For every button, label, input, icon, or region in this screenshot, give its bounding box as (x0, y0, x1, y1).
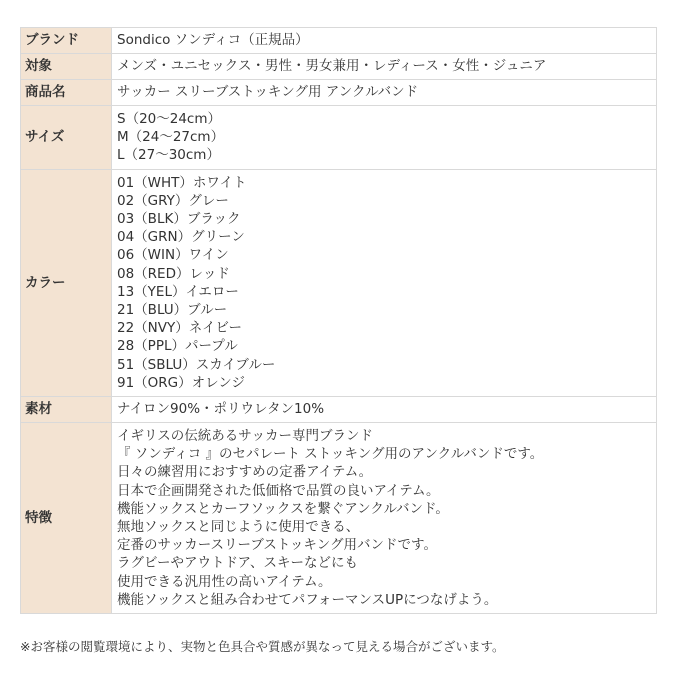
spec-label-color: カラー (21, 169, 112, 396)
spec-label-target: 対象 (21, 54, 112, 80)
feature-line: 日々の練習用におすすめの定番アイテム。 (117, 464, 373, 481)
color-option: 21（BLU）ブルー (117, 302, 228, 319)
spec-row-color (21, 169, 657, 396)
color-option: 51（SBLU）スカイブルー (117, 356, 276, 373)
feature-line: 定番のサッカースリーブストッキング用バンドです。 (117, 537, 437, 554)
color-option: 04（GRN）グリーン (117, 229, 245, 246)
spec-label-features: 特徴 (21, 423, 112, 614)
spec-row-size (21, 106, 657, 170)
feature-line: 『 ソンディコ 』のセパレート ストッキング用のアンクルバンドです。 (117, 446, 544, 463)
spec-label-size: サイズ (21, 106, 112, 170)
color-option: 08（RED）レッド (117, 265, 230, 282)
feature-line: ラグビーやアウトドア、スキーなどにも (117, 555, 358, 572)
color-option: 13（YEL）イエロー (117, 283, 239, 300)
spec-value-size (112, 106, 657, 170)
feature-line: イギリスの伝統あるサッカー専門ブランド (117, 428, 373, 445)
size-option: L（27～30cm） (117, 147, 220, 164)
color-option: 06（WIN）ワイン (117, 247, 229, 264)
spec-value-color (112, 169, 657, 396)
spec-row-target (21, 54, 657, 80)
spec-label-product-name: 商品名 (21, 80, 112, 106)
feature-line: 無地ソックスと同じように使用できる、 (117, 519, 360, 536)
spec-value-brand: Sondico ソンディコ（正規品） (112, 28, 657, 54)
spec-value-features (112, 423, 657, 614)
spec-row-product-name (21, 80, 657, 106)
spec-value-product-name: サッカー スリーブストッキング用 アンクルバンド (112, 80, 657, 106)
spec-table (20, 27, 657, 614)
color-option: 01（WHT）ホワイト (117, 174, 247, 191)
spec-label-brand: ブランド (21, 28, 112, 54)
spec-row-features (21, 423, 657, 614)
feature-line: 機能ソックスと組み合わせてパフォーマンスUPにつなげよう。 (117, 591, 498, 608)
color-option: 03（BLK）ブラック (117, 211, 241, 228)
size-option: S（20～24cm） (117, 111, 221, 127)
feature-line: 日本で企画開発された低価格で品質の良いアイテム。 (117, 482, 440, 499)
color-option: 28（PPL）パープル (117, 338, 238, 355)
spec-row-material (21, 397, 657, 423)
feature-line: 使用できる汎用性の高いアイテム。 (117, 573, 332, 590)
spec-label-material: 素材 (21, 397, 112, 423)
color-option: 02（GRY）グレー (117, 192, 229, 209)
spec-row-brand (21, 28, 657, 54)
color-option: 22（NVY）ネイビー (117, 320, 242, 337)
color-option: 91（ORG）オレンジ (117, 374, 245, 391)
spec-value-target: メンズ・ユニセックス・男性・男女兼用・レディース・女性・ジュニア (112, 54, 657, 80)
disclaimer-note: ※お客様の閲覧環境により、実物と色具合や質感が異なって見える場合がございます。 (20, 639, 505, 654)
feature-line: 機能ソックスとカーフソックスを繋ぐアンクルバンド。 (117, 500, 449, 517)
spec-value-material: ナイロン90%・ポリウレタン10% (112, 397, 657, 423)
size-option: M（24～27cm） (117, 129, 225, 146)
